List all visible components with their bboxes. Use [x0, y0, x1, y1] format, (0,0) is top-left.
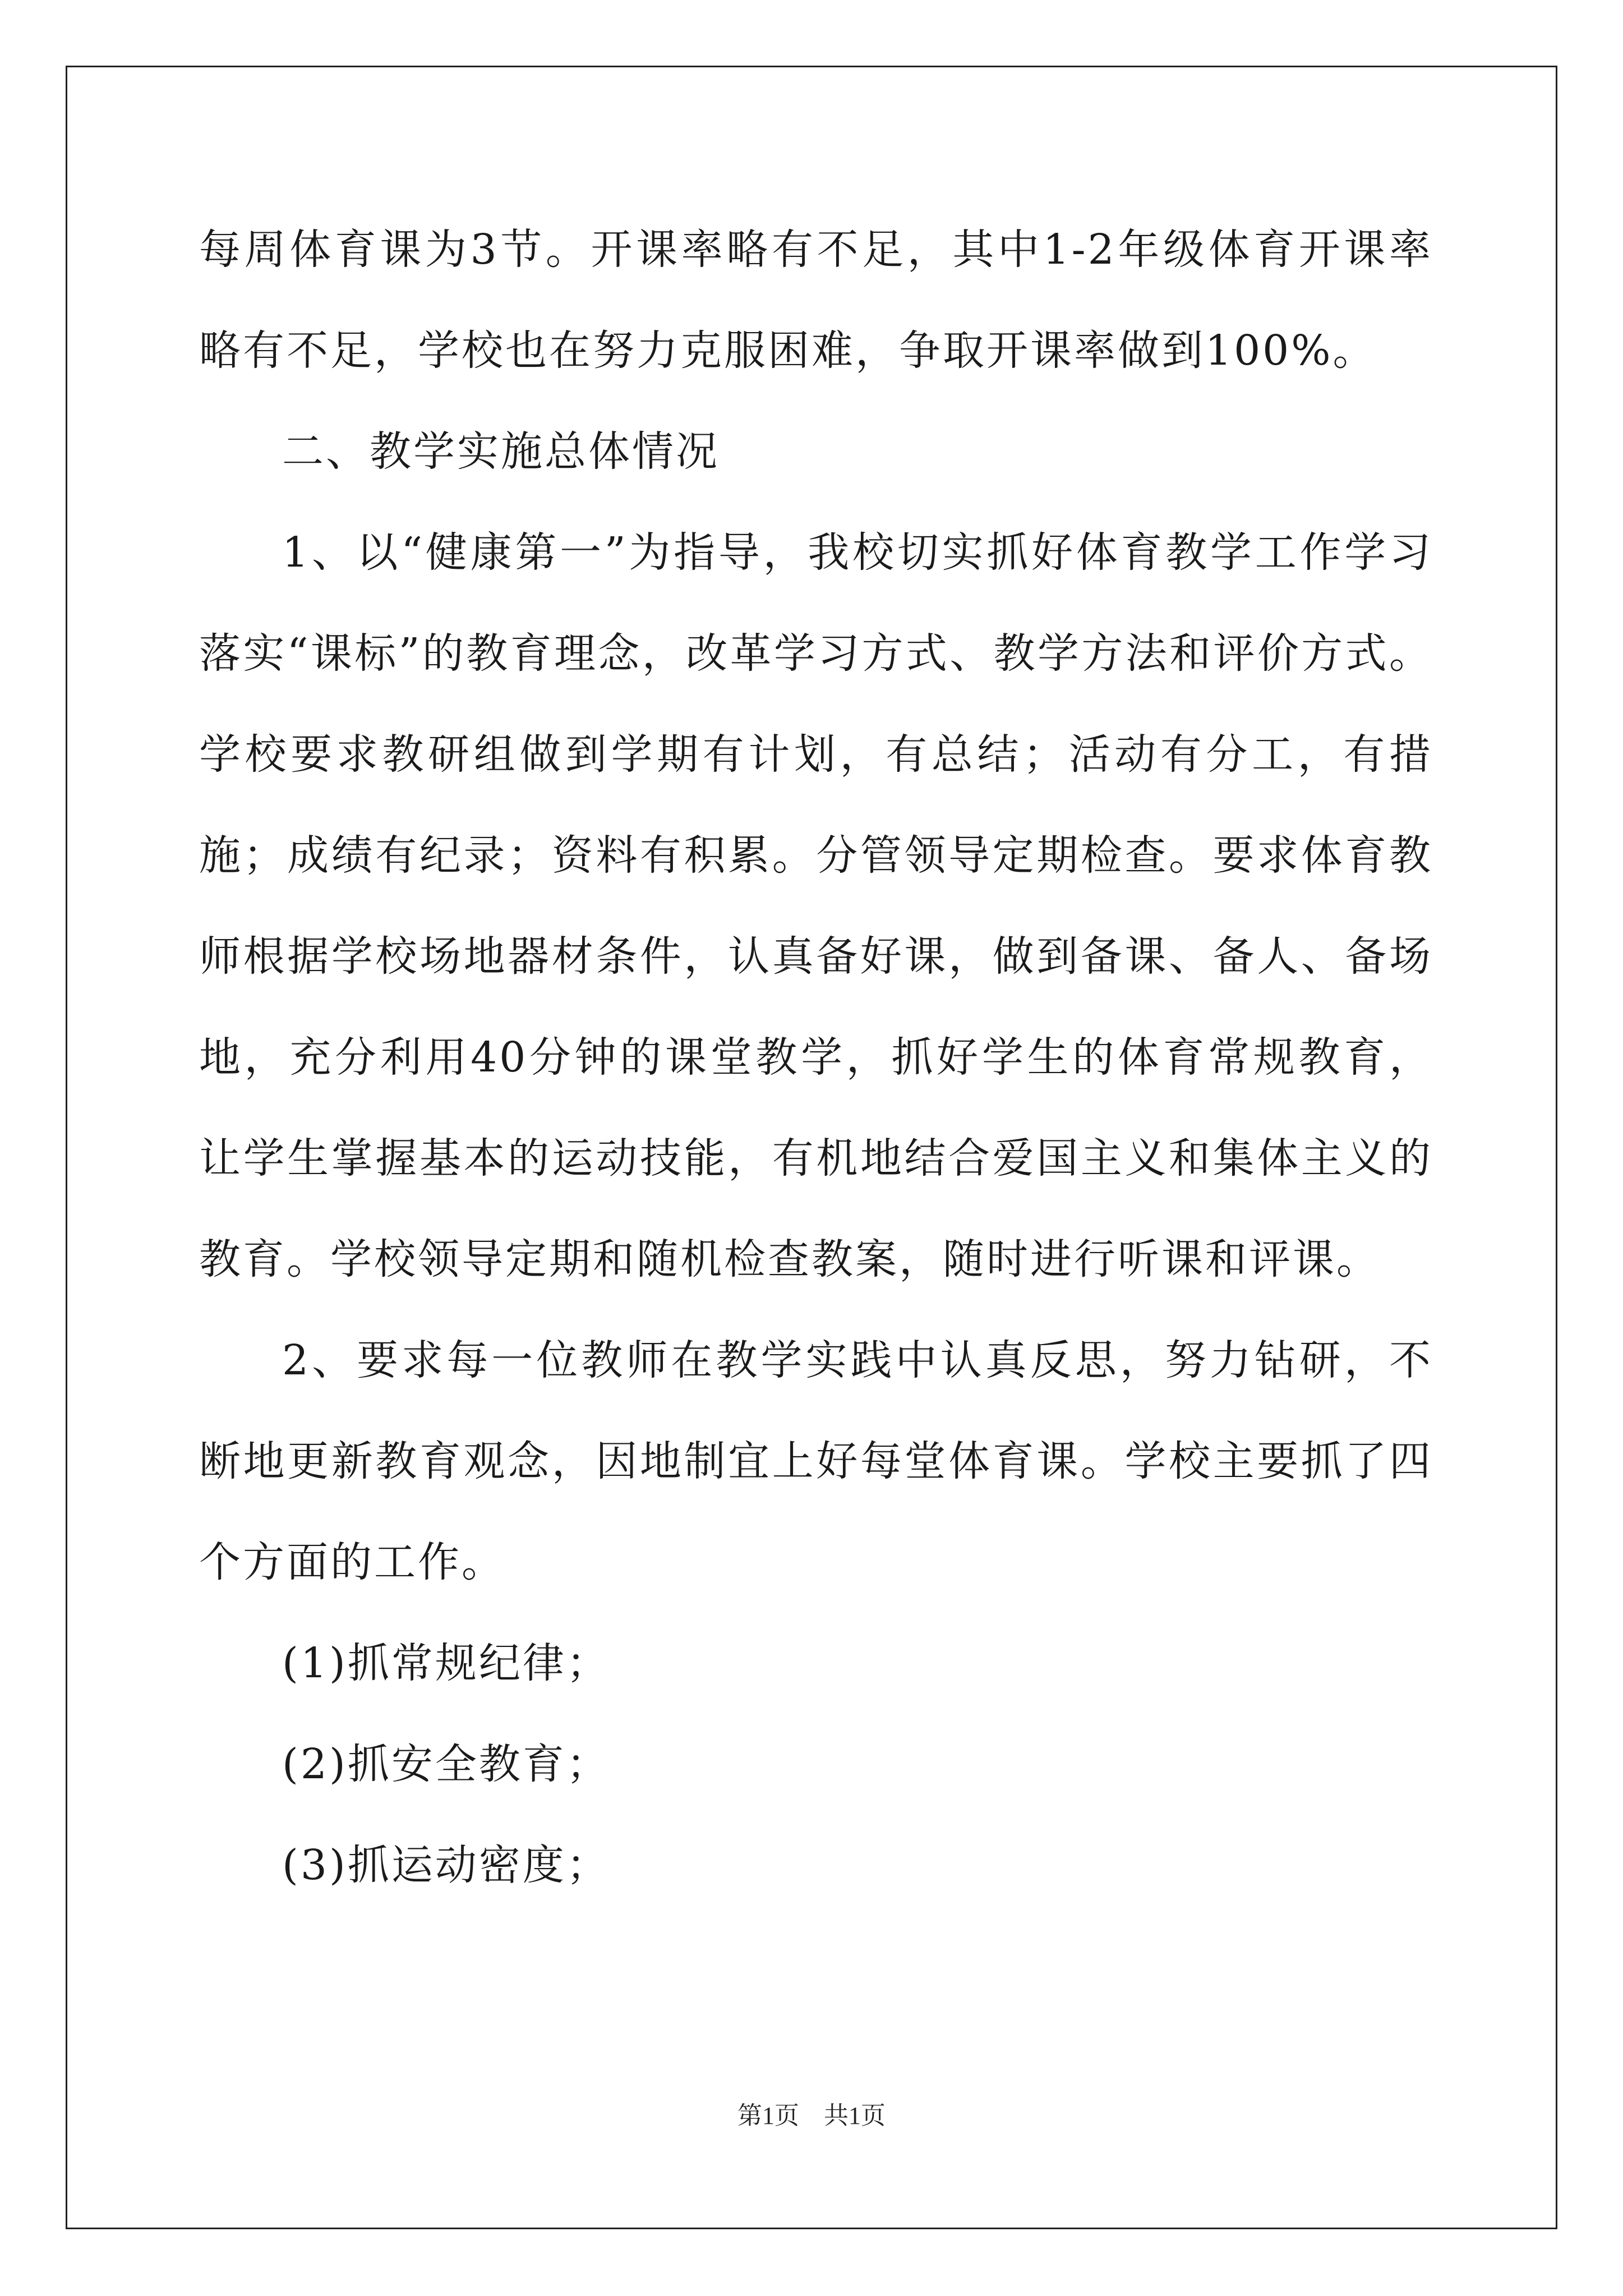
section-heading: 二、教学实施总体情况	[282, 427, 720, 476]
page-number: 第1页 共1页	[737, 2102, 886, 2129]
paragraph-item-2: 2、要求每一位教师在教学实践中认真反思，努力钻研，不断地更新教育观念，因地制宜上好每堂体育课。学校主要抓了四个方面的工作。	[199, 1336, 1433, 1586]
document-body	[199, 199, 1433, 1916]
list-item-3: (3)抓运动密度；	[282, 1841, 610, 1889]
list-item-2: (2)抓安全教育；	[282, 1740, 610, 1788]
paragraph-item-1: 1、以“健康第一”为指导，我校切实抓好体育教学工作学习落实“课标”的教育理念，改革学习方式、教学方法和评价方式。学校要求教研组做到学期有计划，有总结；活动有分工，有措施；成绩有纪录；资料有积累。分管领导定期检查。要求体育教师根据学校场地器材条件，认真备好课，做到备课、备人、备场地，充分利用40分钟的课堂教学，抓好学生的体育常规教育，让学生掌握基本的运动技能，有机地结合爱国主义和集体主义的教育。学校领导定期和随机检查教案，随时进行听课和评课。	[199, 528, 1433, 1283]
list-item-1: (1)抓常规纪律；	[282, 1639, 610, 1687]
paragraph-1: 每周体育课为3节。开课率略有不足，其中1-2年级体育开课率略有不足，学校也在努力克服困难，争取开课率做到100%。	[199, 226, 1433, 375]
